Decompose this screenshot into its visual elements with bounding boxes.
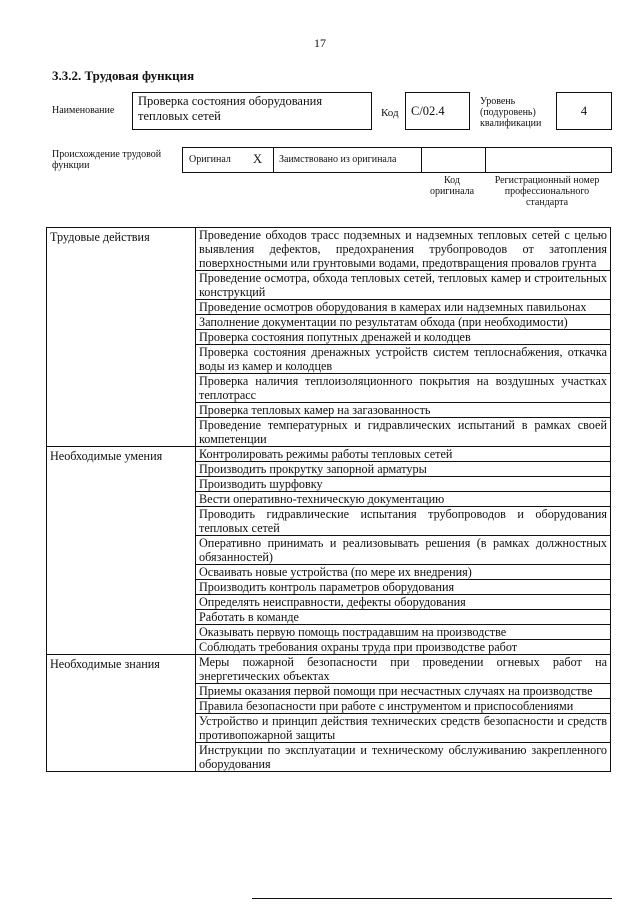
list-item: Меры пожарной безопасности при проведении огневых работ на энергетических объектах	[196, 655, 611, 684]
list-item: Приемы оказания первой помощи при несчастных случаях на производстве	[196, 684, 611, 699]
list-item: Проверка состояния попутных дренажей и колодцев	[196, 330, 611, 345]
section-title: 3.3.2. Трудовая функция	[52, 68, 195, 83]
code-original-caption: Код оригинала	[429, 175, 475, 197]
level-label: Уровень (подуровень) квалификации	[480, 96, 542, 129]
list-item: Проведение обходов трасс подземных и надземных тепловых сетей с целью выявления дефектов, предохранения трубопроводов от затопления поверхностными или грунтовыми водами, предотвращения провалов грунта	[196, 228, 611, 271]
table-row	[47, 447, 611, 462]
list-item: Инструкции по эксплуатации и техническому обслуживанию закрепленного оборудования	[196, 743, 611, 772]
list-item: Проведение осмотров оборудования в камерах или надземных павильонах	[196, 300, 611, 315]
origin-divider-3	[485, 148, 486, 172]
level-value: 4	[556, 92, 612, 130]
table-row	[47, 655, 611, 684]
list-item: Вести оперативно-техническую документацию	[196, 492, 611, 507]
list-item: Оказывать первую помощь пострадавшим на производстве	[196, 625, 611, 640]
list-item: Проверка состояния дренажных устройств систем теплоснабжения, откачка воды из камер и колодцев	[196, 345, 611, 374]
list-item: Определять неисправности, дефекты оборудования	[196, 595, 611, 610]
name-label: Наименование	[52, 105, 115, 116]
name-value: Проверка состояния оборудования тепловых сетей	[132, 92, 372, 130]
code-value: С/02.4	[405, 92, 470, 130]
list-item: Оперативно принимать и реализовывать решения (в рамках должностных обязанностей)	[196, 536, 611, 565]
borrowed-label: Заимствовано из оригинала	[279, 154, 397, 165]
code-label: Код	[381, 107, 399, 119]
list-item: Контролировать режимы работы тепловых сетей	[196, 447, 611, 462]
list-item: Производить контроль параметров оборудования	[196, 580, 611, 595]
origin-box	[182, 147, 612, 173]
table-row	[47, 228, 611, 271]
section-skills-title: Необходимые умения	[47, 447, 196, 655]
footer-rule	[252, 898, 612, 899]
list-item: Производить шурфовку	[196, 477, 611, 492]
list-item: Заполнение документации по результатам обхода (при необходимости)	[196, 315, 611, 330]
list-item: Работать в команде	[196, 610, 611, 625]
origin-divider-1	[273, 148, 274, 172]
page-number: 17	[314, 36, 326, 50]
list-item: Проведение осмотра, обхода тепловых сетей, тепловых камер и строительных конструкций	[196, 271, 611, 300]
section-knowledge-title: Необходимые знания	[47, 655, 196, 772]
list-item: Соблюдать требования охраны труда при производстве работ	[196, 640, 611, 655]
origin-label: Происхождение трудовой функции	[52, 149, 162, 171]
original-label: Оригинал	[189, 154, 231, 165]
original-mark: X	[253, 152, 263, 166]
list-item: Проведение температурных и гидравлических испытаний в рамках своей компетенции	[196, 418, 611, 447]
section-actions-title: Трудовые действия	[47, 228, 196, 447]
reg-number-caption: Регистрационный номер профессионального стандарта	[494, 175, 600, 208]
list-item: Проверка наличия теплоизоляционного покрытия на воздушных участках теплотрасс	[196, 374, 611, 403]
function-table	[46, 227, 611, 772]
list-item: Устройство и принцип действия технических средств безопасности и средств противопожарной защиты	[196, 714, 611, 743]
origin-divider-2	[421, 148, 422, 172]
list-item: Проверка тепловых камер на загазованность	[196, 403, 611, 418]
list-item: Производить прокрутку запорной арматуры	[196, 462, 611, 477]
list-item: Проводить гидравлические испытания трубопроводов и оборудования тепловых сетей	[196, 507, 611, 536]
list-item: Правила безопасности при работе с инструментом и приспособлениями	[196, 699, 611, 714]
list-item: Осваивать новые устройства (по мере их внедрения)	[196, 565, 611, 580]
